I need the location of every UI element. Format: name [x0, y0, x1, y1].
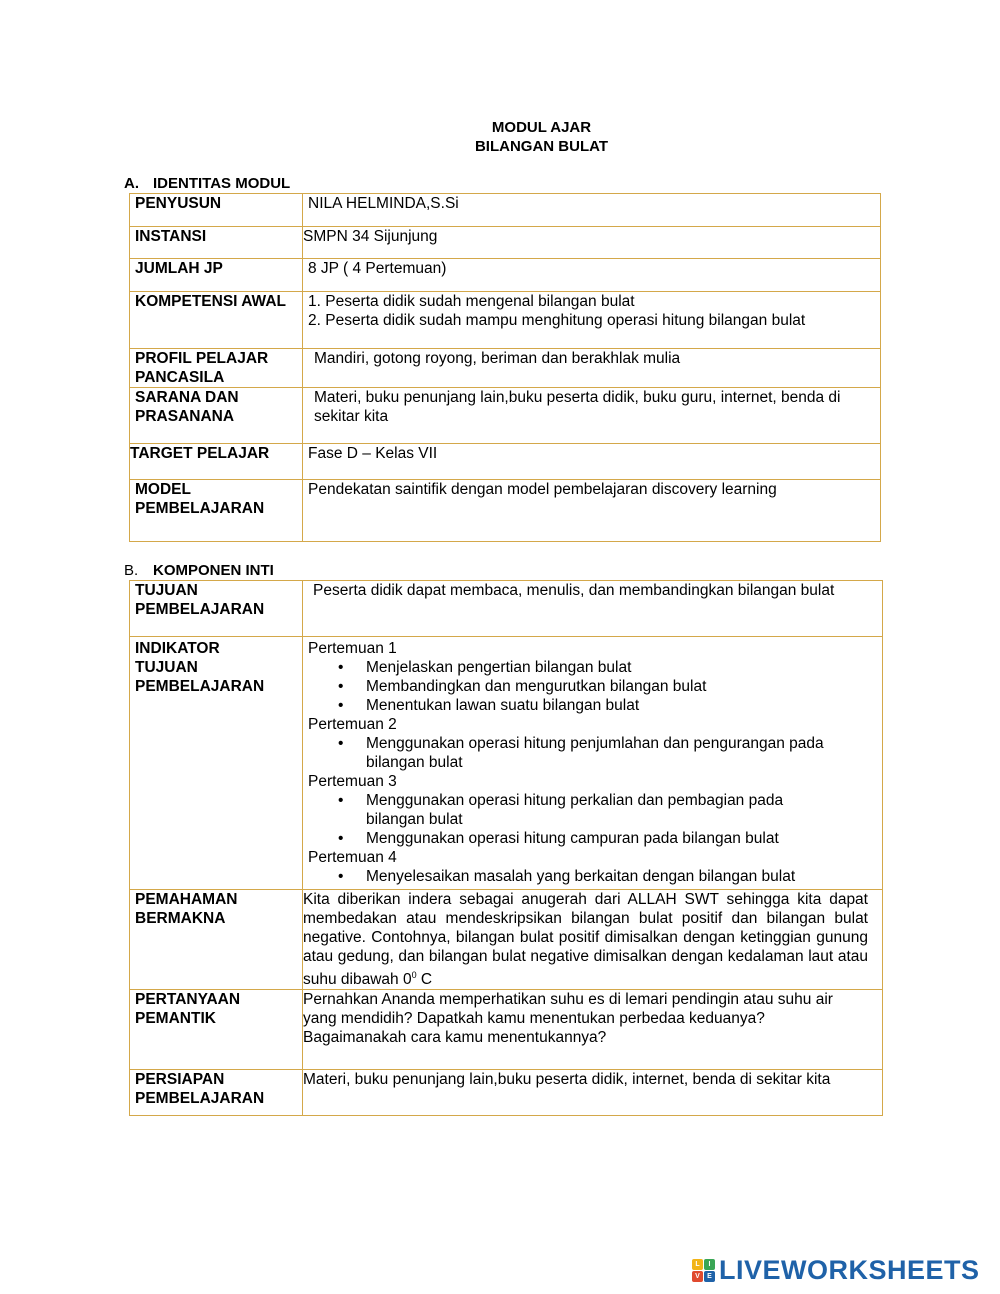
row-label	[130, 637, 303, 890]
logo-tile: L	[692, 1259, 703, 1270]
row-value	[303, 890, 883, 990]
label-line: BERMAKNA	[135, 910, 226, 927]
list-item: • Menyelesaikan masalah yang berkaitan dengan bilangan bulat	[366, 867, 874, 886]
row-label: JUMLAH JP	[130, 259, 303, 292]
row-value	[303, 388, 881, 444]
label-line: PANCASILA	[135, 369, 225, 386]
degree-superscript: 0	[411, 970, 417, 980]
meeting-list	[308, 658, 874, 715]
list-item: • Menggunakan operasi hitung perkalian dan pembagian pada bilangan bulat	[366, 791, 814, 829]
table-row	[130, 444, 881, 480]
table-row	[130, 349, 881, 388]
row-value: Mandiri, gotong royong, beriman dan berakhlak mulia	[303, 349, 881, 388]
row-label: PENYUSUN	[130, 194, 303, 227]
value-line: 1. Peserta didik sudah mengenal bilangan bulat	[308, 293, 635, 310]
row-label: INSTANSI	[130, 227, 303, 259]
pemahaman-suffix: C	[416, 971, 433, 989]
label-line: PERSIAPAN	[135, 1071, 225, 1089]
row-label	[130, 1070, 303, 1116]
liveworksheets-logo	[692, 1255, 980, 1286]
section-a-title: IDENTITAS MODUL	[153, 175, 291, 192]
value-line: sekitar kita	[314, 408, 389, 425]
value-line: 2. Peserta didik sudah mampu menghitung operasi hitung bilangan bulat	[308, 312, 806, 329]
table-row	[130, 581, 883, 637]
table-row	[130, 890, 883, 990]
meeting-heading: Pertemuan 4	[308, 849, 397, 866]
row-label: KOMPETENSI AWAL	[130, 292, 303, 349]
row-value	[303, 637, 883, 890]
row-value: Materi, buku penunjang lain,buku peserta didik, internet, benda di sekitar kita	[303, 1070, 883, 1116]
value-line: Pernahkan Ananda memperhatikan suhu es di lemari pendingin atau suhu air	[303, 991, 833, 1009]
section-b-letter: B.	[124, 562, 139, 579]
label-line: PEMBELAJARAN	[135, 678, 265, 695]
logo-tile: E	[704, 1271, 715, 1282]
label-line: SARANA DAN	[135, 389, 239, 406]
row-label	[130, 388, 303, 444]
row-value	[303, 292, 881, 349]
label-line: TUJUAN	[135, 582, 198, 599]
table-row	[130, 259, 881, 292]
section-a-heading	[124, 175, 290, 192]
identitas-table	[129, 193, 881, 542]
module-subtitle: BILANGAN BULAT	[474, 138, 609, 155]
logo-tile: V	[692, 1271, 703, 1282]
table-row	[130, 194, 881, 227]
label-line: INDIKATOR	[135, 640, 220, 657]
value-line: Bagaimanakah cara kamu menentukannya?	[303, 1029, 607, 1047]
list-item: • Menentukan lawan suatu bilangan bulat	[366, 696, 874, 715]
section-b-heading	[124, 562, 274, 579]
list-item: • Menggunakan operasi hitung campuran pada bilangan bulat	[366, 829, 814, 848]
logo-mark-icon	[692, 1259, 715, 1282]
row-value: NILA HELMINDA,S.Si	[303, 194, 881, 227]
list-item: • Menggunakan operasi hitung penjumlahan dan pengurangan pada bilangan bulat	[366, 734, 834, 772]
row-label: TARGET PELAJAR	[130, 444, 303, 480]
label-line: PEMBELAJARAN	[135, 1090, 265, 1108]
table-row	[130, 480, 881, 542]
list-item: • Membandingkan dan mengurutkan bilangan bulat	[366, 677, 874, 696]
table-row	[130, 637, 883, 890]
logo-text: LIVEWORKSHEETS	[719, 1255, 980, 1285]
label-line: PROFIL PELAJAR	[135, 350, 269, 367]
value-line: yang mendidih? Dapatkah kamu menentukan perbedaa keduanya?	[303, 1010, 765, 1028]
value-line: Materi, buku penunjang lain,buku peserta didik, buku guru, internet, benda di	[314, 389, 841, 406]
table-row	[130, 227, 881, 259]
row-value: Peserta didik dapat membaca, menulis, dan membandingkan bilangan bulat	[303, 581, 883, 637]
table-row	[130, 1070, 883, 1116]
logo-tile: I	[704, 1259, 715, 1270]
pemahaman-text: Kita diberikan indera sebagai anugerah dari ALLAH SWT sehingga kita dapat membedakan atau mendeskripsikan bilangan bulat positif dan bilangan bulat negative. Contohnya, bilangan bulat positif dimisalkan dengan ketinggian gunung atau gedung, dan bilangan bulat negative dimisalkan dengan kedalaman laut atau suhu dibawah 0	[303, 891, 868, 989]
meeting-list	[308, 791, 874, 848]
label-line: PEMBELAJARAN	[135, 500, 265, 517]
row-label	[130, 349, 303, 388]
label-line: PEMANTIK	[135, 1010, 216, 1028]
row-label	[130, 581, 303, 637]
meeting-list	[308, 867, 874, 886]
meeting-heading: Pertemuan 2	[308, 716, 397, 733]
label-line: PERTANYAAN	[135, 991, 241, 1009]
meeting-heading: Pertemuan 3	[308, 773, 397, 790]
meeting-heading: Pertemuan 1	[308, 640, 397, 657]
row-value: Fase D – Kelas VII	[303, 444, 881, 480]
section-b-title: KOMPONEN INTI	[153, 562, 274, 579]
komponen-inti-table	[129, 580, 883, 1116]
row-label	[130, 990, 303, 1070]
row-label	[130, 480, 303, 542]
row-value: SMPN 34 Sijunjung	[303, 227, 881, 259]
table-row	[130, 292, 881, 349]
row-value: Pendekatan saintifik dengan model pembelajaran discovery learning	[303, 480, 881, 542]
label-line: PEMAHAMAN	[135, 891, 238, 908]
row-label	[130, 890, 303, 990]
table-row	[130, 990, 883, 1070]
label-line: MODEL	[135, 481, 191, 498]
label-line: TUJUAN	[135, 659, 198, 676]
list-item: • Menjelaskan pengertian bilangan bulat	[366, 658, 874, 677]
label-line: PRASANANA	[135, 408, 235, 425]
meeting-list	[308, 734, 874, 772]
row-value: 8 JP ( 4 Pertemuan)	[303, 259, 881, 292]
section-a-letter: A.	[124, 175, 139, 192]
row-value	[303, 990, 883, 1070]
table-row	[130, 388, 881, 444]
module-title: MODUL AJAR	[491, 119, 592, 136]
label-line: PEMBELAJARAN	[135, 601, 265, 618]
